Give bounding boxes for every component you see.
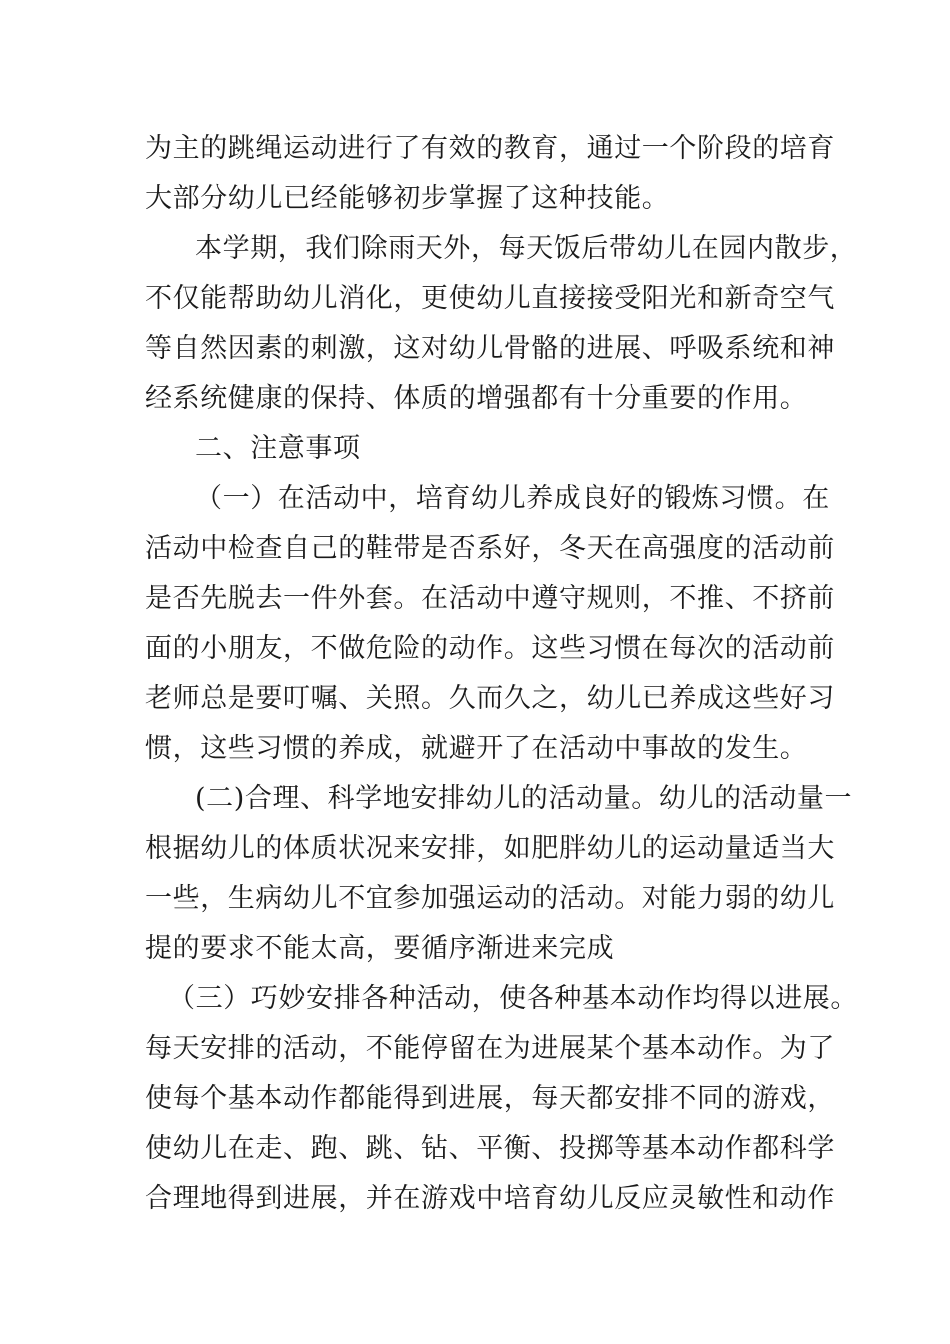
text-line: 活动中检查自己的鞋带是否系好，冬天在高强度的活动前 [145,533,835,564]
section-heading: 二、注意事项 [195,433,361,464]
text-line: 大部分幼儿已经能够初步掌握了这种技能。 [145,183,670,214]
text-line: 使每个基本动作都能得到进展，每天都安排不同的游戏， [145,1083,835,1114]
paragraph-first-line: （一）在活动中，培育幼儿养成良好的锻炼习惯。在 [195,483,830,514]
text-line: 使幼儿在走、跑、跳、钻、平衡、投掷等基本动作都科学 [145,1133,835,1164]
text-line: 惯，这些习惯的养成，就避开了在活动中事故的发生。 [145,733,808,764]
paragraph-first-line: 本学期，我们除雨天外，每天饭后带幼儿在园内散步， [195,233,858,264]
text-line: 老师总是要叮嘱、关照。久而久之，幼儿已养成这些好习 [145,683,835,714]
text-line: 经系统健康的保持、体质的增强都有十分重要的作用。 [145,383,808,414]
text-line: 是否先脱去一件外套。在活动中遵守规则，不推、不挤前 [145,583,835,614]
text-line: 一些，生病幼儿不宜参加强运动的活动。对能力弱的幼儿 [145,883,835,914]
paragraph-first-line: (二)合理、科学地安排幼儿的活动量。幼儿的活动量一 [195,783,853,814]
text-line: 不仅能帮助幼儿消化，更使幼儿直接接受阳光和新奇空气 [145,283,835,314]
text-line: 面的小朋友，不做危险的动作。这些习惯在每次的活动前 [145,633,835,664]
text-line: 为主的跳绳运动进行了有效的教育，通过一个阶段的培育 [145,133,835,164]
text-line: 根据幼儿的体质状况来安排，如肥胖幼儿的运动量适当大 [145,833,835,864]
text-line: 每天安排的活动，不能停留在为进展某个基本动作。为了 [145,1033,835,1064]
paragraph-first-line: （三）巧妙安排各种活动，使各种基本动作均得以进展。 [168,983,858,1014]
text-line: 提的要求不能太高，要循序渐进来完成 [145,933,615,964]
text-line: 合理地得到进展，并在游戏中培育幼儿反应灵敏性和动作 [145,1183,835,1214]
text-line: 等自然因素的刺激，这对幼儿骨骼的进展、呼吸系统和神 [145,333,835,364]
